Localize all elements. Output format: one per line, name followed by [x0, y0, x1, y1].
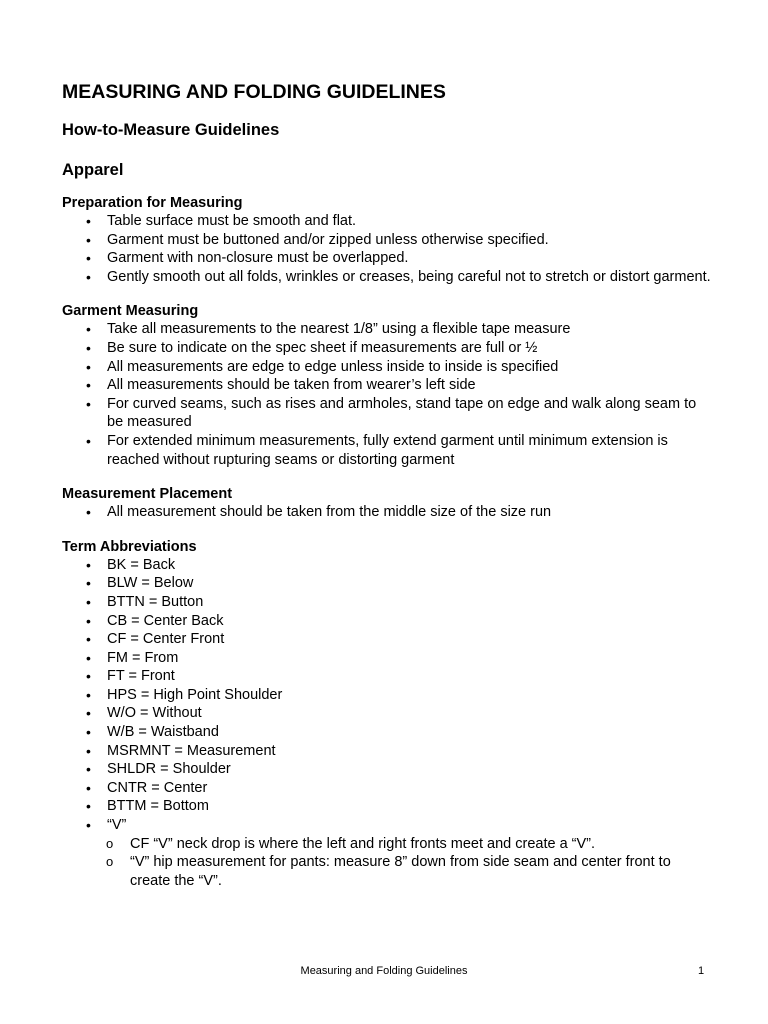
- bullet-list: [62, 212, 712, 286]
- footer-text: Measuring and Folding Guidelines: [300, 965, 468, 977]
- list-item: • CNTR = Center: [86, 779, 208, 796]
- section-heading: Garment Measuring: [62, 303, 199, 320]
- list-item: • BK = Back: [86, 556, 176, 573]
- list-item: • HPS = High Point Shoulder: [86, 686, 283, 703]
- section-garment-measuring: [62, 302, 712, 469]
- category-heading: Apparel: [62, 161, 124, 179]
- section-heading: Preparation for Measuring: [62, 195, 243, 211]
- apparel-sections: [62, 194, 712, 890]
- sub-list-item: o CF “V” neck drop is where the left and right fronts meet and create a “V”.: [106, 835, 596, 852]
- section-heading: Term Abbreviations: [62, 538, 197, 555]
- list-item: • CB = Center Back: [86, 612, 224, 629]
- list-item: • BTTN = Button: [86, 593, 204, 610]
- list-item: • BTTM = Bottom: [86, 798, 209, 815]
- document-subtitle: How-to-Measure Guidelines: [62, 121, 280, 139]
- list-item: • Table surface must be smooth and flat.: [86, 213, 357, 229]
- section-term-abbreviations: [62, 538, 712, 891]
- list-item: • Take all measurements to the nearest 1/8” using a flexible tape measure: [86, 321, 571, 338]
- list-item: • MSRMNT = Measurement: [86, 742, 276, 759]
- list-item: • Garment with non-closure must be overlapped.: [86, 250, 409, 267]
- list-item: • For curved seams, such as rises and armholes, stand tape on edge and walk along seam to be measured: [86, 395, 697, 431]
- list-item: • For extended minimum measurements, fully extend garment until minimum extension is reached without rupturing seams or distorting garment: [86, 432, 668, 468]
- page-number: 1: [698, 965, 705, 977]
- sub-list-item: o “V” hip measurement for pants: measure 8” down from side seam and center front to create the “V”.: [106, 854, 671, 889]
- section-heading: Measurement Placement: [62, 486, 233, 503]
- document-body: [62, 78, 712, 890]
- list-item: • W/B = Waistband: [86, 724, 219, 741]
- list-item: • BLW = Below: [86, 575, 194, 592]
- list-item: • FM = From: [86, 649, 179, 666]
- section-preparation: [62, 194, 712, 286]
- list-item: • All measurement should be taken from the middle size of the size run: [86, 504, 552, 521]
- list-item: • SHLDR = Shoulder: [86, 761, 231, 778]
- bullet-list: [62, 503, 712, 522]
- list-item: • All measurements are edge to edge unless inside to inside is specified: [86, 358, 559, 375]
- list-item: • FT = Front: [86, 668, 175, 685]
- list-item: • All measurements should be taken from wearer’s left side: [86, 377, 476, 394]
- list-item: • “V”: [86, 817, 127, 834]
- list-item: • Be sure to indicate on the spec sheet if measurements are full or ½: [86, 339, 538, 356]
- list-item: • Gently smooth out all folds, wrinkles or creases, being careful not to stretch or distort garment.: [86, 268, 711, 285]
- bullet-list: [62, 556, 712, 891]
- bullet-list: [62, 320, 712, 469]
- section-measurement-placement: [62, 485, 712, 522]
- document-title: MEASURING AND FOLDING GUIDELINES: [62, 81, 446, 103]
- list-item: • Garment must be buttoned and/or zipped unless otherwise specified.: [86, 231, 549, 248]
- list-item: • CF = Center Front: [86, 631, 225, 648]
- list-item: • W/O = Without: [86, 705, 202, 722]
